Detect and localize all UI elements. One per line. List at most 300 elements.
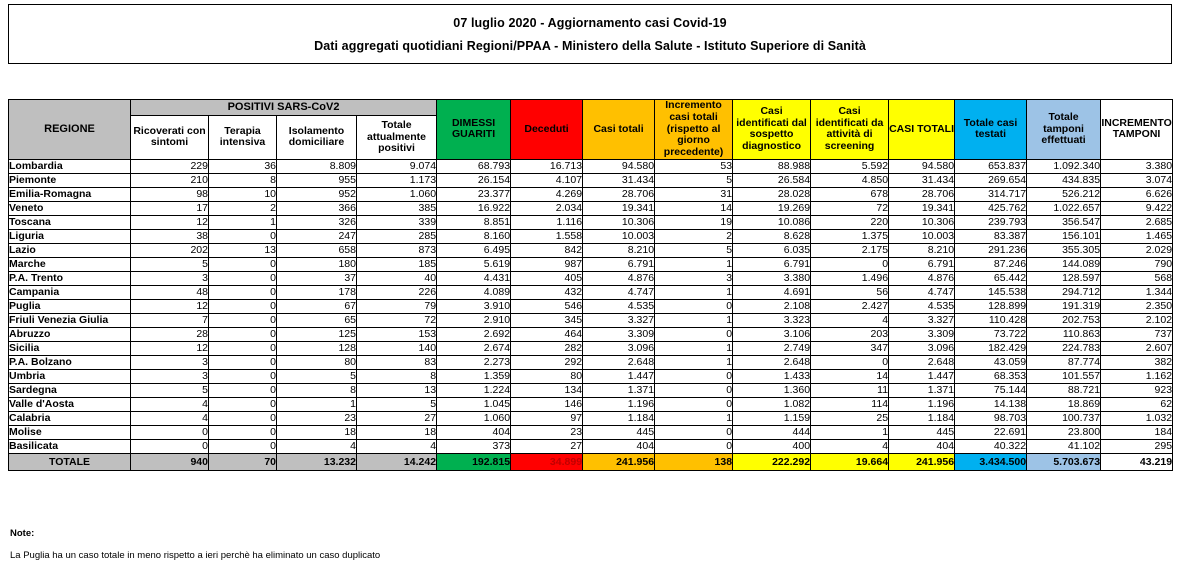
covid-data-table	[8, 99, 1173, 471]
data-cell: 80	[277, 355, 357, 369]
data-cell: 9.074	[357, 159, 437, 173]
data-cell: 0	[209, 355, 277, 369]
total-data-cell: 940	[131, 453, 209, 470]
data-cell: 2.175	[811, 243, 889, 257]
report-title: 07 luglio 2020 - Aggiornamento casi Covid-19	[453, 15, 727, 30]
data-cell: 128.899	[955, 299, 1027, 313]
table-row	[9, 397, 1173, 411]
data-cell: 4.691	[733, 285, 811, 299]
data-cell: 23.377	[437, 187, 511, 201]
data-cell: 0	[655, 425, 733, 439]
total-data-cell: 14.242	[357, 453, 437, 470]
data-cell: 0	[209, 257, 277, 271]
data-cell: 28	[131, 327, 209, 341]
data-cell: 6.791	[889, 257, 955, 271]
data-cell: 1.032	[1101, 411, 1173, 425]
data-cell: 2	[655, 229, 733, 243]
table-row	[9, 425, 1173, 439]
data-cell: 1.022.657	[1027, 201, 1101, 215]
data-cell: 2.674	[437, 341, 511, 355]
data-cell: 3.323	[733, 313, 811, 327]
data-cell: 4	[811, 313, 889, 327]
data-cell: 2.029	[1101, 243, 1173, 257]
region-name-cell: Piemonte	[9, 173, 131, 187]
data-cell: 6.626	[1101, 187, 1173, 201]
data-cell: 3.327	[889, 313, 955, 327]
data-cell: 17	[131, 201, 209, 215]
table-row	[9, 299, 1173, 313]
data-cell: 0	[131, 425, 209, 439]
data-cell: 184	[1101, 425, 1173, 439]
data-cell: 110.428	[955, 313, 1027, 327]
data-cell: 8	[357, 369, 437, 383]
data-cell: 19	[655, 215, 733, 229]
data-cell: 10.003	[583, 229, 655, 243]
data-cell: 247	[277, 229, 357, 243]
data-cell: 8.851	[437, 215, 511, 229]
data-cell: 1	[655, 341, 733, 355]
data-cell: 4.747	[889, 285, 955, 299]
data-cell: 405	[511, 271, 583, 285]
data-cell: 62	[1101, 397, 1173, 411]
data-cell: 4	[131, 411, 209, 425]
total-data-cell: 241.956	[583, 453, 655, 470]
data-cell: 1.558	[511, 229, 583, 243]
data-cell: 0	[209, 285, 277, 299]
data-cell: 5	[131, 257, 209, 271]
data-cell: 5	[131, 383, 209, 397]
data-cell: 27	[511, 439, 583, 453]
total-data-cell: 138	[655, 453, 733, 470]
col-header-totale-positivi: Totale attualmente positivi	[357, 116, 437, 160]
data-cell: 156.101	[1027, 229, 1101, 243]
data-cell: 6.495	[437, 243, 511, 257]
data-cell: 23	[277, 411, 357, 425]
data-cell: 1	[655, 257, 733, 271]
data-cell: 14	[811, 369, 889, 383]
data-cell: 203	[811, 327, 889, 341]
data-cell: 0	[209, 299, 277, 313]
data-cell: 28.706	[889, 187, 955, 201]
data-cell: 4	[357, 439, 437, 453]
data-cell: 88.988	[733, 159, 811, 173]
data-cell: 40	[357, 271, 437, 285]
data-cell: 385	[357, 201, 437, 215]
data-cell: 0	[209, 229, 277, 243]
data-cell: 202	[131, 243, 209, 257]
data-cell: 4.089	[437, 285, 511, 299]
data-cell: 146	[511, 397, 583, 411]
table-row	[9, 313, 1173, 327]
report-subtitle: Dati aggregati quotidiani Regioni/PPAA - Ministero della Salute - Istituto Superiore di Sanità	[314, 38, 866, 53]
data-cell: 0	[655, 369, 733, 383]
data-cell: 6.035	[733, 243, 811, 257]
data-cell: 1.162	[1101, 369, 1173, 383]
total-data-cell: 222.292	[733, 453, 811, 470]
data-cell: 8.809	[277, 159, 357, 173]
data-cell: 1.082	[733, 397, 811, 411]
data-cell: 12	[131, 341, 209, 355]
data-cell: 72	[357, 313, 437, 327]
data-cell: 65	[277, 313, 357, 327]
data-cell: 3.380	[733, 271, 811, 285]
data-cell: 0	[655, 299, 733, 313]
data-cell: 345	[511, 313, 583, 327]
data-cell: 404	[889, 439, 955, 453]
data-cell: 19.341	[583, 201, 655, 215]
col-header-isolamento-domiciliare: Isolamento domiciliare	[277, 116, 357, 160]
region-name-cell: Basilicata	[9, 439, 131, 453]
data-cell: 0	[655, 397, 733, 411]
data-cell: 128.597	[1027, 271, 1101, 285]
data-cell: 1	[655, 411, 733, 425]
data-cell: 3.910	[437, 299, 511, 313]
data-cell: 110.863	[1027, 327, 1101, 341]
data-cell: 425.762	[955, 201, 1027, 215]
table-row	[9, 229, 1173, 243]
data-cell: 7	[131, 313, 209, 327]
data-cell: 180	[277, 257, 357, 271]
region-name-cell: Sicilia	[9, 341, 131, 355]
data-cell: 101.557	[1027, 369, 1101, 383]
report-header	[8, 4, 1172, 64]
data-cell: 229	[131, 159, 209, 173]
col-header-deceduti: Deceduti	[511, 100, 583, 160]
data-cell: 226	[357, 285, 437, 299]
data-cell: 5	[357, 397, 437, 411]
data-cell: 3.309	[583, 327, 655, 341]
table-row	[9, 257, 1173, 271]
data-cell: 2.692	[437, 327, 511, 341]
data-cell: 8.210	[889, 243, 955, 257]
region-name-cell: Toscana	[9, 215, 131, 229]
total-label-cell: TOTALE	[9, 453, 131, 470]
data-cell: 56	[811, 285, 889, 299]
data-cell: 75.144	[955, 383, 1027, 397]
data-cell: 13	[209, 243, 277, 257]
data-cell: 546	[511, 299, 583, 313]
data-cell: 87.246	[955, 257, 1027, 271]
data-cell: 1	[811, 425, 889, 439]
data-cell: 26.154	[437, 173, 511, 187]
total-data-cell: 43.219	[1101, 453, 1173, 470]
table-row	[9, 159, 1173, 173]
data-cell: 1.060	[437, 411, 511, 425]
data-cell: 269.654	[955, 173, 1027, 187]
data-cell: 2.648	[583, 355, 655, 369]
data-cell: 16.922	[437, 201, 511, 215]
data-cell: 0	[811, 355, 889, 369]
data-cell: 1.496	[811, 271, 889, 285]
data-cell: 4.269	[511, 187, 583, 201]
data-cell: 182.429	[955, 341, 1027, 355]
data-cell: 0	[209, 439, 277, 453]
data-cell: 0	[209, 411, 277, 425]
data-cell: 4	[277, 439, 357, 453]
data-cell: 1.447	[583, 369, 655, 383]
data-cell: 28.706	[583, 187, 655, 201]
data-cell: 955	[277, 173, 357, 187]
data-cell: 5	[277, 369, 357, 383]
data-cell: 128	[277, 341, 357, 355]
data-cell: 678	[811, 187, 889, 201]
data-cell: 0	[209, 397, 277, 411]
data-cell: 239.793	[955, 215, 1027, 229]
data-cell: 10	[209, 187, 277, 201]
data-cell: 10.306	[583, 215, 655, 229]
data-cell: 0	[655, 439, 733, 453]
data-cell: 80	[511, 369, 583, 383]
data-cell: 526.212	[1027, 187, 1101, 201]
data-cell: 1.092.340	[1027, 159, 1101, 173]
data-cell: 220	[811, 215, 889, 229]
data-cell: 0	[655, 327, 733, 341]
data-cell: 2	[209, 201, 277, 215]
data-cell: 285	[357, 229, 437, 243]
region-name-cell: Calabria	[9, 411, 131, 425]
data-cell: 295	[1101, 439, 1173, 453]
data-cell: 373	[437, 439, 511, 453]
total-data-cell: 34.899	[511, 453, 583, 470]
data-cell: 1.447	[889, 369, 955, 383]
data-cell: 10.306	[889, 215, 955, 229]
data-cell: 3.096	[889, 341, 955, 355]
data-cell: 87.774	[1027, 355, 1101, 369]
data-cell: 8.160	[437, 229, 511, 243]
table-head	[9, 100, 1173, 160]
data-cell: 326	[277, 215, 357, 229]
data-cell: 3.074	[1101, 173, 1173, 187]
col-header-totale-casi-testati: Totale casi testati	[955, 100, 1027, 160]
data-cell: 68.793	[437, 159, 511, 173]
data-cell: 114	[811, 397, 889, 411]
data-cell: 210	[131, 173, 209, 187]
data-cell: 444	[733, 425, 811, 439]
data-cell: 653.837	[955, 159, 1027, 173]
data-cell: 1	[655, 285, 733, 299]
data-cell: 1.196	[583, 397, 655, 411]
data-cell: 1	[655, 355, 733, 369]
data-cell: 25	[811, 411, 889, 425]
region-name-cell: Puglia	[9, 299, 131, 313]
data-cell: 3.309	[889, 327, 955, 341]
data-cell: 4.431	[437, 271, 511, 285]
total-data-cell: 3.434.500	[955, 453, 1027, 470]
data-cell: 2.648	[889, 355, 955, 369]
data-cell: 98.703	[955, 411, 1027, 425]
data-cell: 6.791	[583, 257, 655, 271]
data-cell: 153	[357, 327, 437, 341]
data-cell: 1.159	[733, 411, 811, 425]
data-cell: 2.685	[1101, 215, 1173, 229]
data-cell: 72	[811, 201, 889, 215]
data-cell: 38	[131, 229, 209, 243]
col-header-totale-tamponi: Totale tamponi effettuati	[1027, 100, 1101, 160]
total-data-cell: 19.664	[811, 453, 889, 470]
data-cell: 2.350	[1101, 299, 1173, 313]
table-row	[9, 411, 1173, 425]
data-cell: 0	[131, 439, 209, 453]
data-cell: 14.138	[955, 397, 1027, 411]
data-cell: 83	[357, 355, 437, 369]
data-cell: 356.547	[1027, 215, 1101, 229]
data-cell: 1.045	[437, 397, 511, 411]
data-cell: 8	[277, 383, 357, 397]
data-cell: 2.108	[733, 299, 811, 313]
data-cell: 0	[209, 341, 277, 355]
data-cell: 873	[357, 243, 437, 257]
data-cell: 382	[1101, 355, 1173, 369]
col-header-incremento-tamponi: INCREMENTO TAMPONI	[1101, 100, 1173, 160]
data-cell: 400	[733, 439, 811, 453]
data-cell: 88.721	[1027, 383, 1101, 397]
data-cell: 658	[277, 243, 357, 257]
data-cell: 1.344	[1101, 285, 1173, 299]
col-header-casi-totali-2: CASI TOTALI	[889, 100, 955, 160]
col-group-positivi: POSITIVI SARS-CoV2	[131, 100, 437, 116]
data-cell: 987	[511, 257, 583, 271]
data-cell: 19.341	[889, 201, 955, 215]
data-cell: 1.060	[357, 187, 437, 201]
data-cell: 0	[209, 271, 277, 285]
data-cell: 952	[277, 187, 357, 201]
data-cell: 18	[277, 425, 357, 439]
col-header-incremento-casi-totali: Incremento casi totali (rispetto al giorno precedente)	[655, 100, 733, 160]
data-cell: 18	[357, 425, 437, 439]
table-row	[9, 285, 1173, 299]
data-cell: 23	[511, 425, 583, 439]
data-cell: 134	[511, 383, 583, 397]
data-cell: 2.607	[1101, 341, 1173, 355]
data-cell: 2.648	[733, 355, 811, 369]
region-name-cell: Molise	[9, 425, 131, 439]
data-cell: 79	[357, 299, 437, 313]
data-cell: 737	[1101, 327, 1173, 341]
data-cell: 37	[277, 271, 357, 285]
data-cell: 125	[277, 327, 357, 341]
data-cell: 98	[131, 187, 209, 201]
region-name-cell: Friuli Venezia Giulia	[9, 313, 131, 327]
data-cell: 568	[1101, 271, 1173, 285]
data-cell: 28.028	[733, 187, 811, 201]
data-cell: 0	[209, 313, 277, 327]
region-name-cell: Sardegna	[9, 383, 131, 397]
table-row	[9, 243, 1173, 257]
data-cell: 0	[209, 369, 277, 383]
data-cell: 4.535	[583, 299, 655, 313]
data-cell: 3	[131, 355, 209, 369]
data-cell: 3.327	[583, 313, 655, 327]
data-cell: 1	[209, 215, 277, 229]
table-row	[9, 439, 1173, 453]
data-cell: 97	[511, 411, 583, 425]
data-cell: 0	[209, 383, 277, 397]
data-cell: 8.210	[583, 243, 655, 257]
data-cell: 8.628	[733, 229, 811, 243]
data-cell: 3	[131, 369, 209, 383]
table-total-row	[9, 453, 1173, 470]
col-header-terapia-intensiva: Terapia intensiva	[209, 116, 277, 160]
total-data-cell: 13.232	[277, 453, 357, 470]
data-cell: 445	[889, 425, 955, 439]
data-cell: 1.116	[511, 215, 583, 229]
data-cell: 31.434	[583, 173, 655, 187]
data-cell: 4	[131, 397, 209, 411]
data-cell: 19.269	[733, 201, 811, 215]
data-cell: 83.387	[955, 229, 1027, 243]
data-cell: 1.224	[437, 383, 511, 397]
data-cell: 291.236	[955, 243, 1027, 257]
data-cell: 404	[437, 425, 511, 439]
note-line: La Puglia ha un caso totale in meno rispetto a ieri perchè ha eliminato un caso duplicato	[10, 550, 381, 561]
data-cell: 140	[357, 341, 437, 355]
data-cell: 1	[655, 313, 733, 327]
data-cell: 355.305	[1027, 243, 1101, 257]
data-cell: 4.107	[511, 173, 583, 187]
total-data-cell: 241.956	[889, 453, 955, 470]
data-cell: 4	[811, 439, 889, 453]
data-cell: 4.535	[889, 299, 955, 313]
data-cell: 67	[277, 299, 357, 313]
data-cell: 434.835	[1027, 173, 1101, 187]
table-row	[9, 383, 1173, 397]
data-cell: 282	[511, 341, 583, 355]
data-cell: 26.584	[733, 173, 811, 187]
data-cell: 923	[1101, 383, 1173, 397]
data-cell: 2.102	[1101, 313, 1173, 327]
data-cell: 5.619	[437, 257, 511, 271]
table-row	[9, 201, 1173, 215]
table-row	[9, 215, 1173, 229]
table-row	[9, 187, 1173, 201]
data-cell: 0	[209, 425, 277, 439]
region-name-cell: Lombardia	[9, 159, 131, 173]
data-cell: 65.442	[955, 271, 1027, 285]
notes-title: Note:	[10, 528, 35, 539]
data-cell: 4.850	[811, 173, 889, 187]
data-cell: 404	[583, 439, 655, 453]
data-cell: 5.592	[811, 159, 889, 173]
data-cell: 31.434	[889, 173, 955, 187]
total-data-cell: 70	[209, 453, 277, 470]
data-cell: 224.783	[1027, 341, 1101, 355]
data-cell: 5	[655, 173, 733, 187]
data-cell: 145.538	[955, 285, 1027, 299]
data-cell: 16.713	[511, 159, 583, 173]
table-row	[9, 173, 1173, 187]
data-cell: 1.196	[889, 397, 955, 411]
data-cell: 13	[357, 383, 437, 397]
data-cell: 2.273	[437, 355, 511, 369]
data-cell: 14	[655, 201, 733, 215]
data-cell: 12	[131, 299, 209, 313]
data-cell: 2.427	[811, 299, 889, 313]
region-name-cell: P.A. Trento	[9, 271, 131, 285]
table-row	[9, 327, 1173, 341]
data-cell: 314.717	[955, 187, 1027, 201]
col-header-casi-totali: Casi totali	[583, 100, 655, 160]
table-header-row-1	[9, 100, 1173, 116]
data-cell: 10.086	[733, 215, 811, 229]
data-cell: 73.722	[955, 327, 1027, 341]
data-cell: 445	[583, 425, 655, 439]
data-cell: 9.422	[1101, 201, 1173, 215]
data-cell: 292	[511, 355, 583, 369]
col-header-casi-screening: Casi identificati da attività di screening	[811, 100, 889, 160]
data-cell: 1.465	[1101, 229, 1173, 243]
data-cell: 1.184	[583, 411, 655, 425]
data-cell: 40.322	[955, 439, 1027, 453]
